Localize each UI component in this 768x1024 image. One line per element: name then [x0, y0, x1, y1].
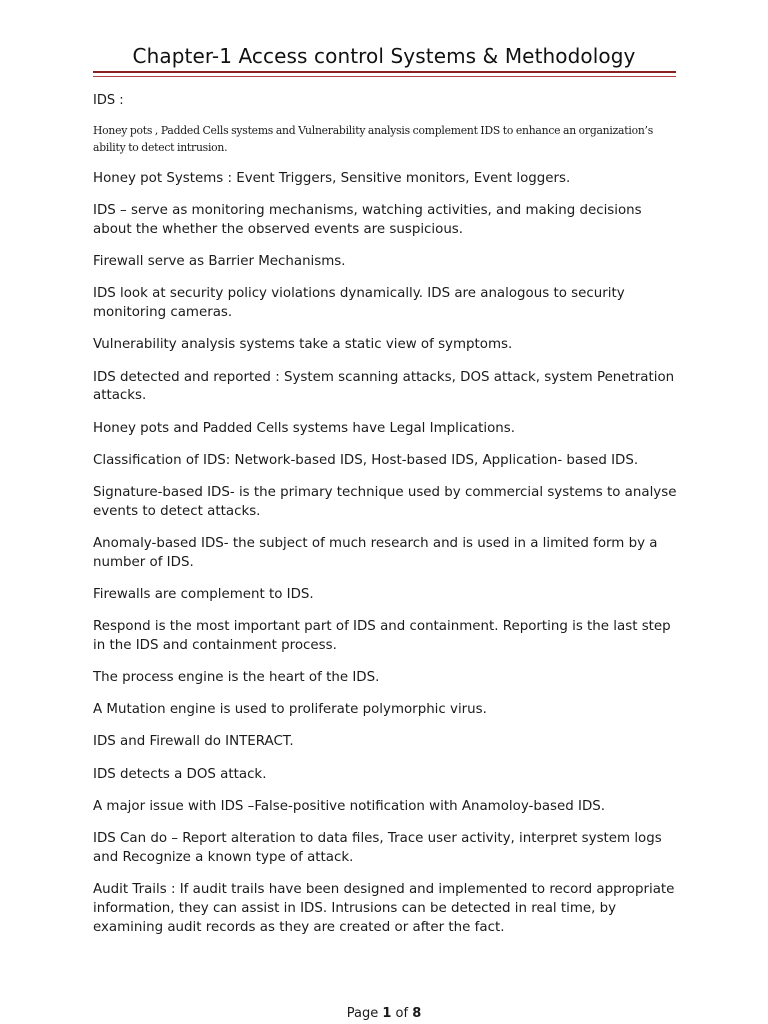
section-heading: IDS :	[93, 93, 124, 108]
paragraph: Audit Trails : If audit trails have been designed and implemented to record appropriate information, they can assist in IDS. Intrusions can be detected in real time, by examining audit records as they are created or after the fact.	[93, 881, 675, 935]
paragraph: The process engine is the heart of the IDS.	[93, 670, 380, 686]
paragraph: Respond is the most important part of IDS and containment. Reporting is the last step in the IDS and containment process.	[93, 619, 671, 653]
paragraph: A Mutation engine is used to proliferate polymorphic virus.	[93, 702, 487, 718]
paragraph: IDS – serve as monitoring mechanisms, watching activities, and making decisions about the whether the observed events are suspicious.	[93, 203, 642, 237]
page-of-label: of	[391, 1006, 413, 1021]
paragraph: IDS look at security policy violations dynamically. IDS are analogous to security monitoring cameras.	[93, 286, 625, 321]
paragraph: Firewall serve as Barrier Mechanisms.	[93, 254, 346, 270]
page-current-number: 1	[382, 1006, 392, 1021]
page-footer	[0, 1006, 768, 1021]
paragraph: Signature-based IDS- is the primary technique used by commercial systems to analyse events to detect attacks.	[93, 484, 677, 519]
paragraph: Honey pot Systems : Event Triggers, Sensitive monitors, Event loggers.	[93, 171, 571, 186]
paragraph: Anomaly-based IDS- the subject of much research and is used in a limited form by a number of IDS.	[93, 535, 658, 570]
paragraph: A major issue with IDS –False-positive notification with Anamoloy-based IDS.	[93, 798, 606, 814]
page-header-title: Chapter-1 Access control Systems & Methodology	[132, 44, 636, 68]
paragraph: IDS detects a DOS attack.	[93, 766, 267, 782]
header-rule-thin	[93, 76, 676, 77]
intro-paragraph: Honey pots , Padded Cells systems and Vulnerability analysis complement IDS to enhance an organization’s ability to detect intrusion.	[93, 123, 654, 154]
paragraph: Vulnerability analysis systems take a static view of symptoms.	[93, 337, 513, 353]
paragraph: IDS and Firewall do INTERACT.	[93, 734, 294, 750]
page-label: Page	[346, 1006, 383, 1021]
document-body	[93, 93, 683, 951]
page-total-number: 8	[412, 1006, 422, 1021]
paragraph: IDS Can do – Report alteration to data files, Trace user activity, interpret system logs and Recognize a known type of attack.	[93, 830, 662, 865]
paragraph: Classification of IDS: Network-based IDS, Host-based IDS, Application- based IDS.	[93, 452, 639, 468]
paragraph: Honey pots and Padded Cells systems have Legal Implications.	[93, 420, 516, 436]
paragraph: Firewalls are complement to IDS.	[93, 586, 314, 602]
paragraph: IDS detected and reported : System scanning attacks, DOS attack, system Penetration attacks.	[93, 369, 675, 404]
header-rule-thick	[93, 71, 676, 73]
